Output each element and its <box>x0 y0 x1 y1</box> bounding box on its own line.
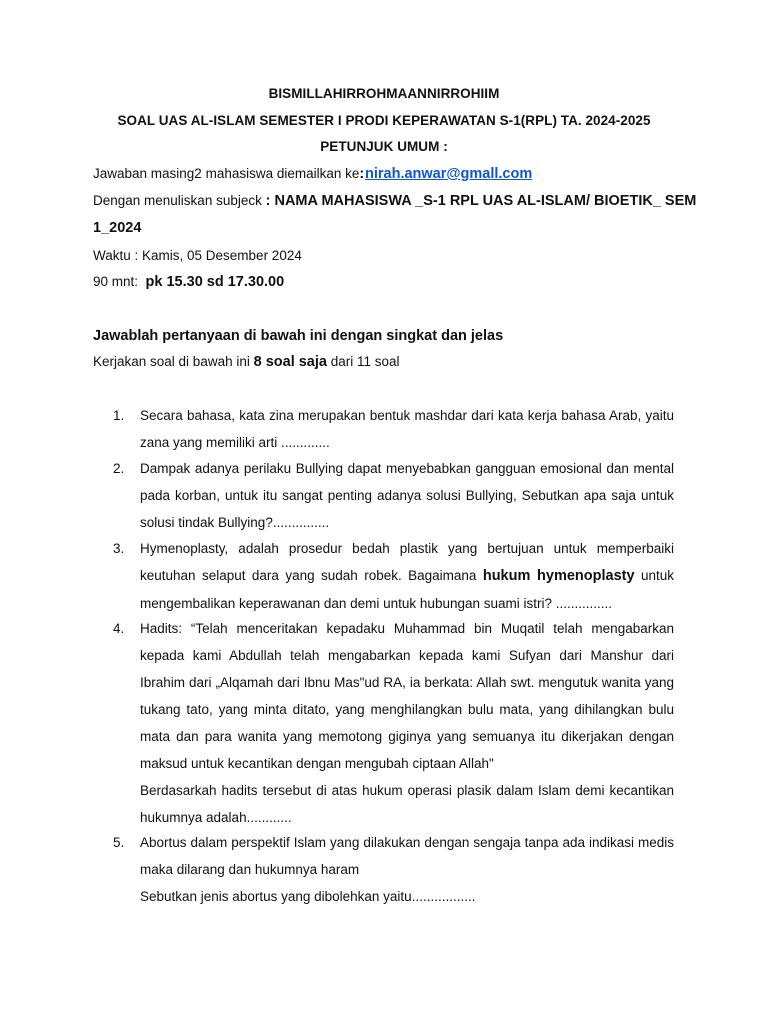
question-text-part: untuk mengembalikan keperawanan dan demi untuk hubungan suami istri? ............... <box>140 568 674 611</box>
question-number: 3. <box>113 541 125 556</box>
exam-title: SOAL UAS AL-ISLAM SEMESTER I PRODI KEPERAWATAN S-1(RPL) TA. 2024-2025 <box>117 113 651 128</box>
question-text <box>140 535 674 617</box>
exam-duration <box>93 274 284 290</box>
question-statement: Abortus dalam perspektif Islam yang dilakukan dengan sengaja tanpa ada indikasi medis maka dilarang dan hukumnya haram <box>140 835 674 877</box>
email-link[interactable]: nirah.anwar@gmall.com <box>365 166 533 182</box>
question-number: 2. <box>113 461 125 476</box>
question-5 <box>93 829 674 910</box>
general-instructions-heading: PETUNJUK UMUM : <box>320 139 448 154</box>
question-text <box>140 615 674 831</box>
section-note-suffix: dari 11 soal <box>326 354 400 369</box>
section-note-text: Kerjakan soal di bawah ini <box>93 354 254 369</box>
subject-format-cont: 1_2024 <box>93 220 142 236</box>
question-text: Dampak adanya perilaku Bullying dapat menyebabkan gangguan emosional dan mental pada korban, untuk itu sangat penting adanya solusi Bullying, Sebutkan apa saja untuk solusi tindak Bullying?............... <box>140 461 674 530</box>
question-text <box>140 829 674 910</box>
question-prompt: Berdasarkah hadits tersebut di atas hukum operasi plasik dalam Islam demi kecantikan hukumnya adalah............ <box>140 783 674 825</box>
question-4 <box>93 615 674 831</box>
question-text: Secara bahasa, kata zina merupakan bentuk mashdar dari kata kerja bahasa Arab, yaitu zana yang memiliki arti ............. <box>140 408 674 450</box>
question-number: 5. <box>113 835 125 850</box>
hadith-text: Hadits: “Telah menceritakan kepadaku Muhammad bin Muqatil telah mengabarkan kepada kami Abdullah telah mengabarkan kepada kami Sufyan dari Manshur dari Ibrahim dari „Alqamah dari Ibnu Mas"ud RA, ia berkata: Allah swt. mengutuk wanita yang tukang tato, yang minta ditato, yang menghilangkan bulu mata, yang dihilangkan bulu mata dan para wanita yang memotong giginya yang semuanya itu dikerjakan dengan maksud untuk kecantikan dengan mengubah ciptaan Allah" <box>140 621 674 771</box>
email-instruction <box>93 166 532 182</box>
bismillah-heading: BISMILLAHIRROHMAANNIRROHIIM <box>268 86 500 101</box>
question-prompt: Sebutkan jenis abortus yang dibolehkan yaitu................. <box>140 889 476 904</box>
email-instruction-text: Jawaban masing2 mahasiswa diemailkan ke <box>93 166 360 181</box>
subject-format: : NAMA MAHASISWA _S-1 RPL UAS AL-ISLAM/ BIOETIK_ SEM <box>265 193 697 209</box>
question-text-part: Hymenoplasty, adalah prosedur bedah plastik yang bertujuan untuk memperbaiki keutuhan selaput dara yang sudah robek. Bagaimana <box>140 541 674 583</box>
question-1 <box>93 402 674 456</box>
subject-instruction <box>93 193 696 209</box>
duration-label: 90 mnt: <box>93 274 146 289</box>
section-note-count: 8 soal saja <box>253 354 327 370</box>
section-note <box>93 354 400 370</box>
question-keyword: hukum hymenoplasty <box>482 568 635 584</box>
subject-instruction-text: Dengan menuliskan subjeck <box>93 193 266 208</box>
exam-date: Waktu : Kamis, 05 Desember 2024 <box>93 248 302 263</box>
question-2 <box>93 455 674 536</box>
email-colon: : <box>359 166 365 182</box>
question-number: 1. <box>113 408 125 423</box>
section-heading: Jawablah pertanyaan di bawah ini dengan singkat dan jelas <box>93 328 504 344</box>
duration-time: pk 15.30 sd 17.30.00 <box>145 274 285 290</box>
question-number: 4. <box>113 621 125 636</box>
question-3 <box>93 535 674 617</box>
